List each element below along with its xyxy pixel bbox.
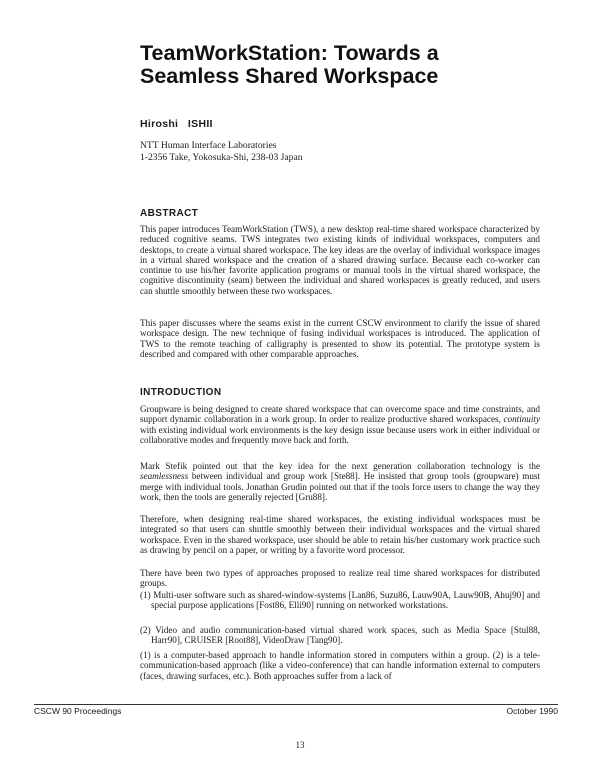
page-number: 13 — [295, 740, 305, 750]
intro-p1-emphasis: continuity — [503, 414, 540, 425]
intro-p2-emphasis: seamlessness — [140, 471, 189, 482]
introduction-heading: INTRODUCTION — [140, 387, 222, 398]
paper-title: TeamWorkStation: Towards a Seamless Shared Workspace — [140, 41, 439, 88]
intro-p1-text-b: with existing individual work environments is the key design issue because users work in either individual or collaborative modes and frequently move back and forth. — [140, 424, 540, 445]
intro-paragraph-2 — [140, 461, 540, 502]
intro-paragraph-4: There have been two types of approaches proposed to realize real time shared workspaces for distributed groups. — [140, 568, 540, 589]
intro-p1-text-a: Groupware is being designed to create shared workspace that can overcome space and time constraints, and support dynamic collaboration in a work group. In order to realize productive shared workspaces, — [140, 404, 540, 425]
abstract-paragraph-1: This paper introduces TeamWorkStation (TWS), a new desktop real-time shared workspace characterized by reduced cognitive seams. TWS integrates two existing kinds of individual workspaces, computers and desktops, to create a virtual shared workspace. The key ideas are the overlay of individual workspace images in a virtual shared workspace and the creation of a shared drawing surface. Because each co-worker can continue to use his/her favorite application programs or manual tools in the virtual shared workspace, the cognitive discontinuity (seam) between the individual and shared workspaces is greatly reduced, and users can shuttle smoothly between these two workspaces. — [140, 224, 540, 296]
list-item-1: (1) Multi-user software such as shared-window-systems [Lan86, Suzu86, Lauw90A, Lauw90B, Ahuj90] and special purpose applications [Fost86, Elli90] running on networked workstations. — [140, 590, 540, 611]
abstract-paragraph-2: This paper discusses where the seams exist in the current CSCW environment to clarify the issue of shared workspace design. The new technique of fusing individual workspaces is introduced. The application of TWS to the remote teaching of calligraphy is presented to show its potential. The prototype system is described and compared with other comparable approaches. — [140, 318, 540, 359]
affiliation-line-1: NTT Human Interface Laboratories — [140, 140, 277, 151]
footer-date: October 1990 — [506, 706, 558, 716]
intro-p2-text-a: Mark Stefik pointed out that the key idea for the next generation collaboration technology is the — [140, 461, 540, 471]
intro-paragraph-1 — [140, 404, 540, 445]
affiliation-line-2: 1-2356 Take, Yokosuka-Shi, 238-03 Japan — [140, 152, 303, 163]
abstract-heading: ABSTRACT — [140, 208, 199, 219]
affiliation — [140, 140, 540, 164]
intro-paragraph-5: (1) is a computer-based approach to handle information stored in computers within a group. (2) is a tele-communication-based approach (like a video-conference) that can handle information external to computers (faces, drawing surfaces, etc.). Both approaches suffer from a lack of — [140, 650, 540, 681]
intro-p2-text-b: between individual and group work [Ste88]. He insisted that group tools (groupware) must merge with individual tools. Jonathan Grudin pointed out that if the tools force users to change the way they work, then the tools are generally rejected [Gru88]. — [140, 471, 540, 502]
author-name: Hiroshi ISHII — [140, 118, 213, 130]
intro-paragraph-3: Therefore, when designing real-time shared workspaces, the existing individual workspaces must be integrated so that users can shuttle smoothly between their individual workspaces and the virtual shared workspace. Even in the shared workspace, user should be able to retain his/her customary work practice such as drawing by pencil on a paper, or writing by a favorite word processor. — [140, 514, 540, 555]
footer-proceedings: CSCW 90 Proceedings — [34, 706, 122, 716]
footer-divider — [34, 704, 558, 705]
list-item-2: (2) Video and audio communication-based virtual shared work spaces, such as Media Space [Stul88, Harr90], CRUISER [Root88], VideoDraw [Tang90]. — [140, 625, 540, 646]
